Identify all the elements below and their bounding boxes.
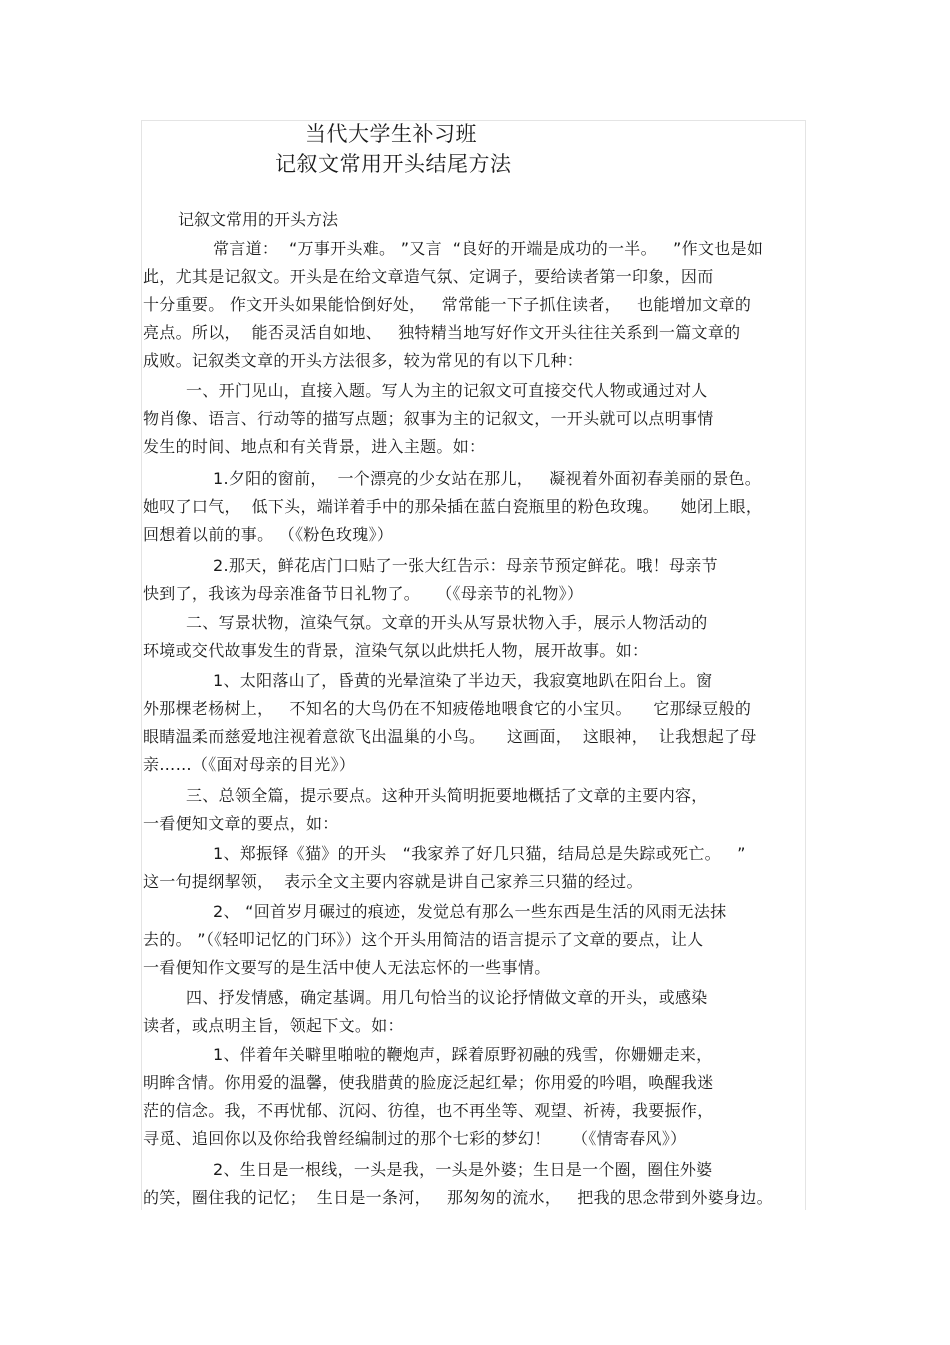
text-line: 去的。 ”（《轻叩记忆的门环》）这个开头用简洁的语言提示了文章的要点，让人 (143, 930, 704, 949)
text-line: 2.那天，鲜花店门口贴了一张大红告示：母亲节预定鲜花。哦！母亲节 (213, 556, 718, 575)
text-line: 1、郑振铎《猫》的开头 “我家养了好几只猫，结局总是失踪或死亡。 ” (213, 844, 746, 863)
text-line: 茫的信念。我，不再忧郁、沉闷、彷徨，也不再坐等、观望、祈祷，我要振作， (143, 1101, 714, 1120)
section-heading: 记叙文常用的开头方法 (178, 210, 339, 229)
text-line: 1、太阳落山了，昏黄的光晕渲染了半边天，我寂寞地趴在阳台上。窗 (213, 671, 713, 690)
text-line: 此，尤其是记叙文。开头是在给文章造气氛、定调子，要给读者第一印象，因而 (143, 267, 714, 286)
text-line: 2、生日是一根线，一头是我，一头是外婆；生日是一个圈，圈住外婆 (213, 1160, 713, 1179)
text-line: 二、写景状物，渲染气氛。文章的开头从写景状物入手，展示人物活动的 (186, 613, 708, 632)
text-line: 亮点。所以， 能否灵活自如地、 独特精当地写好作文开头往往关系到一篇文章的 (143, 323, 741, 342)
text-line: 2、 “回首岁月碾过的痕迹，发觉总有那么一些东西是生活的风雨无法抹 (213, 902, 727, 921)
text-line: 成败。记叙类文章的开头方法很多，较为常见的有以下几种： (143, 351, 584, 370)
document-subtitle: 记叙文常用开头结尾方法 (275, 152, 512, 176)
text-line: 眼睛温柔而慈爱地注视着意欲飞出温巢的小鸟。 这画面， 这眼神， 让我想起了母 (143, 727, 757, 746)
text-line: 读者，或点明主旨，领起下文。如： (143, 1016, 404, 1035)
text-line: 物肖像、语言、行动等的描写点题；叙事为主的记叙文，一开头就可以点明事情 (143, 409, 714, 428)
text-line: 发生的时间、地点和有关背景，进入主题。如： (143, 437, 486, 456)
text-line: 三、总领全篇，提示要点。这种开头简明扼要地概括了文章的主要内容， (186, 786, 708, 805)
text-line: 明眸含情。你用爱的温馨，使我腊黄的脸庞泛起红晕；你用爱的吟唱，唤醒我迷 (143, 1073, 714, 1092)
text-line: 1、伴着年关噼里啪啦的鞭炮声，踩着原野初融的残雪，你姗姗走来， (213, 1045, 713, 1064)
text-line: 一看便知文章的要点，如： (143, 814, 339, 833)
text-line: 一、开门见山，直接入题。写人为主的记叙文可直接交代人物或通过对人 (186, 381, 708, 400)
text-line: 这一句提纲挈领， 表示全文主要内容就是讲自己家养三只猫的经过。 (143, 872, 643, 891)
text-line: 寻觅、追回你以及你给我曾经编制过的那个七彩的梦幻！ （《情寄春风》） (143, 1129, 687, 1148)
text-line: 她叹了口气， 低下头，端详着手中的那朵插在蓝白瓷瓶里的粉色玫瑰。 她闭上眼， (143, 497, 763, 516)
text-line: 常言道： “万事开头难。 ”又言 “良好的开端是成功的一半。 ”作文也是如 (213, 239, 764, 258)
text-line: 外那棵老杨树上， 不知名的大鸟仍在不知疲倦地喂食它的小宝贝。 它那绿豆般的 (143, 699, 752, 718)
text-line: 1.夕阳的窗前， 一个漂亮的少女站在那儿， 凝视着外面初春美丽的景色。 (213, 469, 762, 488)
text-line: 的笑，圈住我的记忆； 生日是一条河， 那匆匆的流水， 把我的思念带到外婆身边。 (143, 1188, 773, 1207)
document-title: 当代大学生补习班 (305, 122, 477, 146)
text-line: 环境或交代故事发生的背景，渲染气氛以此烘托人物，展开故事。如： (143, 641, 649, 660)
text-line: 一看便知作文要写的是生活中使人无法忘怀的一些事情。 (143, 958, 551, 977)
text-line: 回想着以前的事。 （《粉色玫瑰》） (143, 525, 394, 544)
text-line: 十分重要。 作文开头如果能恰倒好处， 常常能一下子抓住读者， 也能增加文章的 (143, 295, 752, 314)
text-line: 四、抒发情感，确定基调。用几句恰当的议论抒情做文章的开头，或感染 (186, 988, 708, 1007)
text-line: 快到了，我该为母亲准备节日礼物了。 （《母亲节的礼物》） (143, 584, 584, 603)
text-line: 亲……（《面对母亲的目光》） (143, 755, 356, 774)
